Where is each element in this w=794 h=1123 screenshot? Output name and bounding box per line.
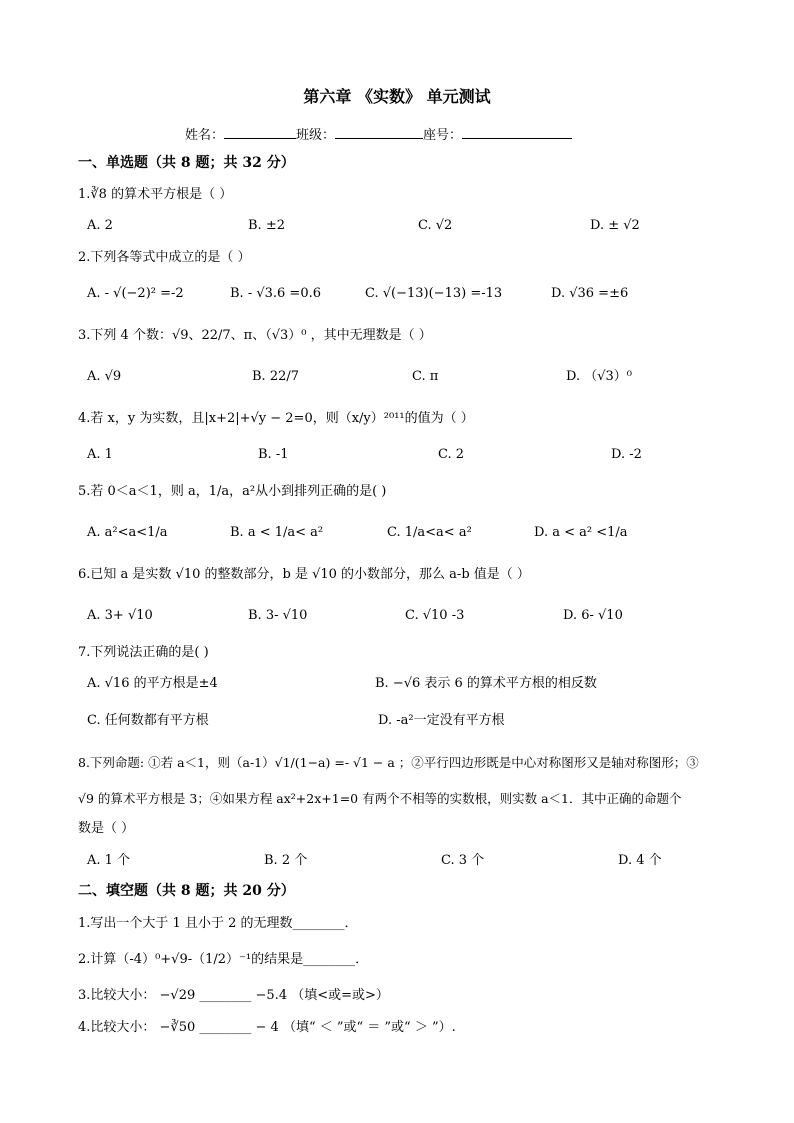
question-8-stem-line-2: √9 的算术平方根是 3；④如果方程 ax²+2x+1=0 有两个不相等的实数根，则实数 a＜1．其中正确的命题个 <box>78 791 682 806</box>
question-4-option-c: C. 2 <box>438 447 465 462</box>
question-1-stem: 1.∛8 的算术平方根是（ ） <box>78 187 233 202</box>
seat-label: 座号： <box>423 128 463 143</box>
question-3-option-b: B. 22/7 <box>252 369 300 384</box>
question-3-option-c: C. π <box>412 369 439 384</box>
page-title: 第六章 《实数》 单元测试 <box>303 87 491 106</box>
question-6-option-d: D. 6- √10 <box>563 608 623 623</box>
question-5-option-d: D. a < a² <1/a <box>534 525 628 540</box>
question-5-option-c: C. 1/a<a< a² <box>387 525 472 540</box>
question-2-option-c: C. √(−13)(−13) =-13 <box>365 286 503 301</box>
question-2-option-a: A. - √(−2)² =-2 <box>87 286 184 301</box>
fill-question-3: 3.比较大小： −√29 ________ −5.4 （填<或=或>） <box>78 988 389 1003</box>
question-3-stem: 3.下列 4 个数：√9、22/7、π、（√3）⁰ ，其中无理数是（ ） <box>78 328 432 343</box>
question-8-option-c: C. 3 个 <box>441 853 485 868</box>
class-label: 班级： <box>296 128 336 143</box>
question-6-stem: 6.已知 a 是实数 √10 的整数部分，b 是 √10 的小数部分，那么 a-b 值是（ ） <box>78 567 530 582</box>
question-7-stem: 7.下列说法正确的是( ) <box>78 645 209 660</box>
section-heading-multiple-choice: 一、单选题（共 8 题；共 32 分） <box>78 155 295 171</box>
question-8-stem-line-3: 数是（ ） <box>78 821 135 836</box>
question-4-option-b: B. -1 <box>258 447 289 462</box>
question-7-option-a: A. √16 的平方根是±4 <box>87 676 218 691</box>
question-3-option-d: D. （√3）⁰ <box>566 369 632 384</box>
name-label: 姓名： <box>185 128 225 143</box>
question-4-stem: 4.若 x，y 为实数，且|x+2|+√y − 2=0，则（x/y）²⁰¹¹的值为（ ） <box>78 411 474 426</box>
question-6-option-c: C. √10 -3 <box>405 608 465 623</box>
question-7-option-d: D. -a²一定没有平方根 <box>378 713 505 728</box>
question-8-stem-line-1: 8.下列命题: ①若 a＜1，则（a-1）√1/(1−a) =- √1 − a ；②平行四边形既是中心对称图形又是轴对称图形；③ <box>78 755 699 770</box>
question-2-stem: 2.下列各等式中成立的是（ ） <box>78 250 251 265</box>
question-5-stem: 5.若 0＜a＜1，则 a，1/a，a²从小到排列正确的是( ) <box>78 484 387 499</box>
class-blank[interactable] <box>335 125 423 139</box>
question-8-option-d: D. 4 个 <box>618 853 662 868</box>
question-6-option-b: B. 3- √10 <box>248 608 308 623</box>
seat-blank[interactable] <box>462 125 572 139</box>
question-1-option-c: C. √2 <box>418 218 453 233</box>
question-6-option-a: A. 3+ √10 <box>87 608 153 623</box>
question-5-option-a: A. a²<a<1/a <box>87 525 168 540</box>
question-8-option-a: A. 1 个 <box>87 853 131 868</box>
fill-question-4: 4.比较大小： −∛50 ________ − 4 （填“ ＜ ”或“ ＝ ”或“ ＞ ”）. <box>78 1020 456 1035</box>
question-7-option-b: B. −√6 表示 6 的算术平方根的相反数 <box>375 676 597 691</box>
question-2-option-d: D. √36 =±6 <box>551 286 629 301</box>
question-1-option-a: A. 2 <box>87 218 113 233</box>
question-4-option-d: D. -2 <box>611 447 642 462</box>
question-3-option-a: A. √9 <box>87 369 122 384</box>
question-2-option-b: B. - √3.6 =0.6 <box>230 286 321 301</box>
name-blank[interactable] <box>224 125 296 139</box>
question-1-option-b: B. ±2 <box>248 218 285 233</box>
question-5-option-b: B. a < 1/a< a² <box>230 525 324 540</box>
fill-question-2: 2.计算（-4）⁰+√9-（1/2）⁻¹的结果是________． <box>78 952 369 967</box>
fill-question-1: 1.写出一个大于 1 且小于 2 的无理数________． <box>78 916 358 931</box>
question-1-option-d: D. ± √2 <box>590 218 640 233</box>
question-7-option-c: C. 任何数都有平方根 <box>87 713 209 728</box>
section-heading-fill-in: 二、填空题（共 8 题；共 20 分） <box>78 883 295 899</box>
question-4-option-a: A. 1 <box>87 447 113 462</box>
question-8-option-b: B. 2 个 <box>264 853 308 868</box>
student-info <box>185 125 572 145</box>
